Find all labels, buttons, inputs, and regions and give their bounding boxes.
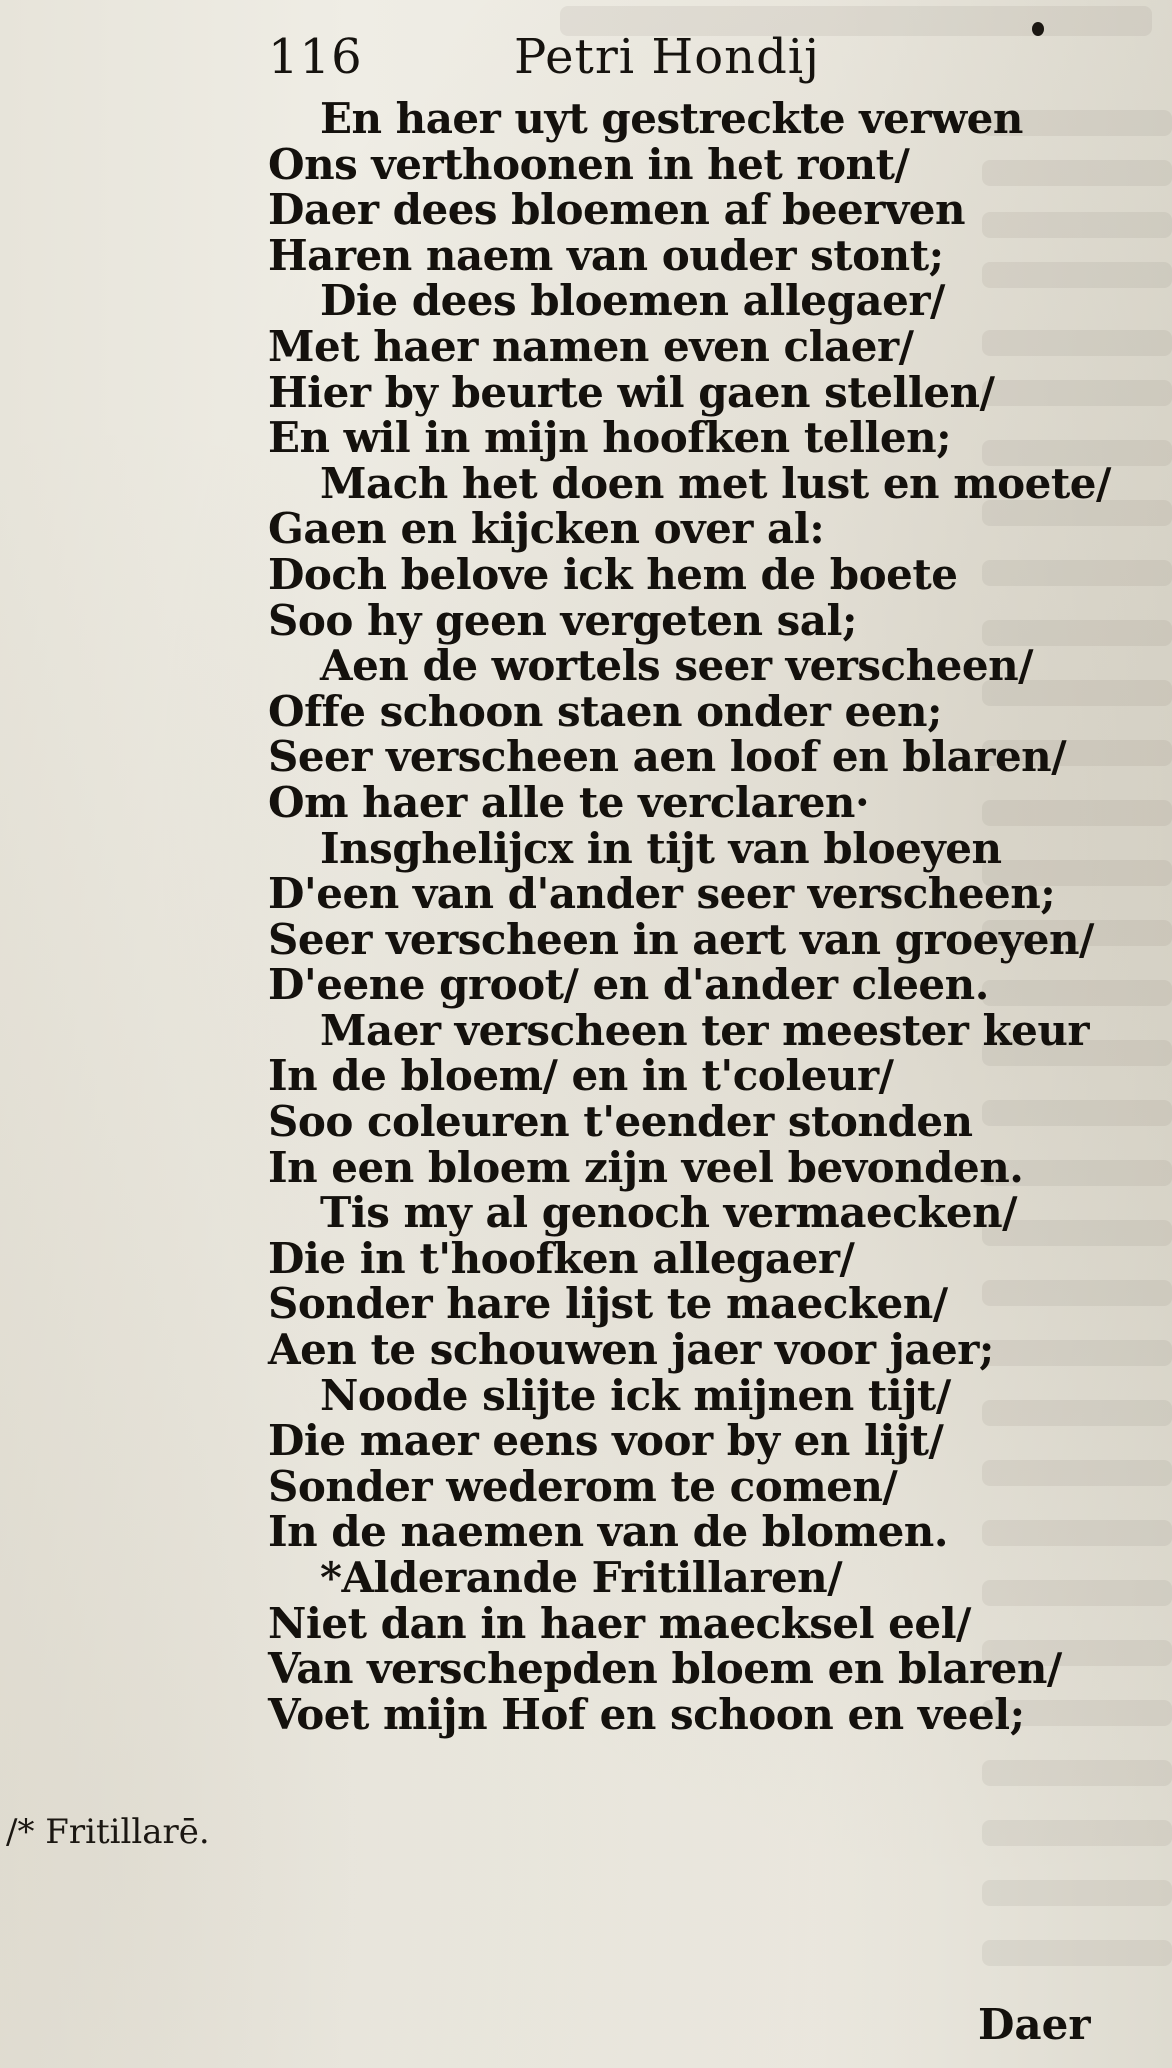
- poem-line: Die in t'hoofken allegaer/: [268, 1233, 855, 1283]
- poem-line: D'een van d'ander seer verscheen;: [268, 869, 1056, 919]
- poem-line: En wil in mijn hoofken tellen;: [268, 413, 952, 463]
- poem-line: Aen de wortels seer verscheen/: [320, 641, 1033, 691]
- poem-line: Van verschepden bloem en blaren/: [268, 1644, 1062, 1694]
- poem-line: Sonder hare lijst te maecken/: [268, 1279, 948, 1329]
- poem-line: D'eene groot/ en d'ander cleen.: [268, 960, 989, 1010]
- poem-line: Insghelijcx in tijt van bloeyen: [320, 823, 1002, 873]
- poem-line: En haer uyt gestreckte verwen: [320, 94, 1023, 143]
- poem-line: Soo hy geen vergeten sal;: [268, 595, 857, 645]
- poem-line: Daer dees bloemen af beerven: [268, 185, 966, 235]
- poem-line: Die maer eens voor by en lijt/: [268, 1416, 944, 1466]
- poem-line: Tis my al genoch vermaecken/: [320, 1188, 1018, 1238]
- poem-line: In de naemen van de blomen.: [268, 1507, 948, 1557]
- poem-line: Die dees bloemen allegaer/: [320, 276, 945, 326]
- poem-text: [268, 96, 1111, 1737]
- poem-line: In een bloem zijn veel bevonden.: [268, 1142, 1024, 1192]
- poem-line: *Alderande Fritillaren/: [320, 1553, 843, 1602]
- poem-line: Ons verthoonen in het ront/: [268, 139, 910, 189]
- margin-note: /* Fritillarē.: [6, 1812, 210, 1852]
- poem-line: Haren naem van ouder stont;: [268, 230, 944, 280]
- poem-line: Doch belove ick hem de boete: [268, 549, 958, 599]
- ink-spot: [1032, 22, 1044, 36]
- poem-line: In de bloem/ en in t'coleur/: [268, 1051, 894, 1101]
- poem-line: Om haer alle te verclaren·: [268, 777, 870, 827]
- poem-line: Met haer namen even claer/: [268, 321, 914, 371]
- poem-line: Voet mijn Hof en schoon en veel;: [268, 1689, 1025, 1739]
- poem-line: Sonder wederom te comen/: [268, 1461, 898, 1511]
- poem-line: Mach het doen met lust en moete/: [320, 458, 1111, 508]
- poem-line: Seer verscheen aen loof en blaren/: [268, 732, 1067, 782]
- poem-line: Hier by beurte wil gaen stellen/: [268, 367, 995, 417]
- catchword: Daer: [978, 2000, 1091, 2049]
- poem-line: Soo coleuren t'eender stonden: [268, 1097, 973, 1147]
- page-number: 116: [268, 29, 363, 85]
- poem-line: Seer verscheen in aert van groeyen/: [268, 914, 1094, 964]
- poem-line: Aen te schouwen jaer voor jaer;: [268, 1325, 994, 1375]
- poem-line: Gaen en kijcken over al:: [268, 504, 825, 554]
- poem-line: Noode slijte ick mijnen tijt/: [320, 1370, 951, 1420]
- poem-line: Offe schoon staen onder een;: [268, 686, 943, 736]
- running-title: Petri Hondij: [514, 29, 821, 85]
- poem-line: Niet dan in haer maecksel eel/: [268, 1598, 971, 1648]
- poem-line: Maer verscheen ter meester keur: [320, 1005, 1090, 1055]
